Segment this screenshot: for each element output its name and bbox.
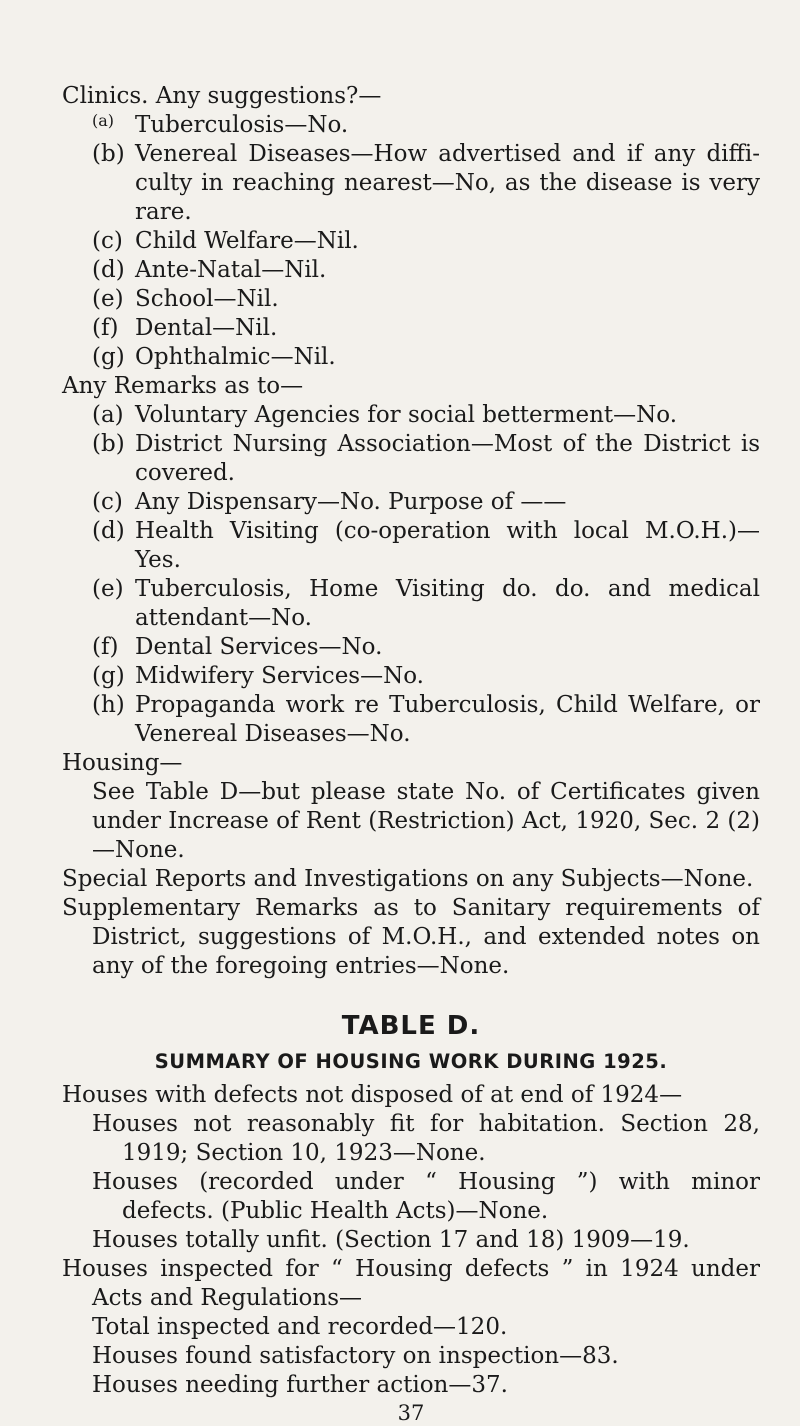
table-subtitle: SUMMARY OF HOUSING WORK DURING 1925. (154, 1050, 668, 1073)
list-item (62, 662, 760, 691)
item-text: Midwifery Services—No. (135, 663, 424, 689)
item-label: (g) (92, 344, 125, 370)
defects-item: Houses (recorded under “ Housing ”) with minor defects. (Public Health Acts)—None. (92, 1169, 760, 1224)
list-item (62, 691, 760, 749)
special-reports (62, 865, 760, 894)
item-label: (b) (92, 431, 125, 457)
housing-text: See Table D—but please state No. of Certificates given under Increase of Rent (Restriction) Act, 1920, Sec. 2 (2)—None. (92, 779, 760, 863)
list-item (62, 285, 760, 314)
list-item (62, 430, 760, 488)
supplementary-text: Supplementary Remarks as to Sanitary requirements of District, suggestions of M.O.H., and extended notes on any of the foregoing entries—None. (62, 895, 760, 979)
item-text: Tuberculosis—No. (135, 112, 349, 138)
inspected-item: Houses found satisfactory on inspection—83. (92, 1343, 619, 1369)
list-item (62, 575, 760, 633)
item-label: (f) (92, 315, 119, 341)
item-label: (b) (92, 141, 125, 167)
item-text: Tuberculosis, Home Visiting do. do. and medical attendant—No. (135, 576, 760, 631)
remarks-heading: Any Remarks as to— (62, 373, 304, 399)
list-item (62, 140, 760, 227)
item-text: Dental Services—No. (135, 634, 383, 660)
table-title: TABLE D. (341, 1011, 481, 1041)
list-item (62, 111, 760, 140)
item-text: Child Welfare—Nil. (135, 228, 359, 254)
item-text: Any Dispensary—No. Purpose of —— (135, 489, 567, 515)
item-label: (e) (92, 286, 124, 312)
special-reports-text: Special Reports and Investigations on any Subjects—None. (62, 866, 754, 892)
item-text: Voluntary Agencies for social betterment—No. (135, 402, 678, 428)
defects-item: Houses not reasonably fit for habitation. Section 28, 1919; Section 10, 1923—None. (92, 1111, 760, 1166)
list-item (62, 227, 760, 256)
item-text: School—Nil. (135, 286, 279, 312)
list-item (62, 401, 760, 430)
item-label: (h) (92, 692, 125, 718)
item-text: Ante-Natal—Nil. (135, 257, 327, 283)
item-label: (g) (92, 663, 125, 689)
item-label: (c) (92, 228, 123, 254)
item-label: (a) (92, 111, 115, 130)
defects-heading: Houses with defects not disposed of at end of 1924— (62, 1082, 683, 1108)
page-number: 37 (397, 1401, 425, 1425)
list-item (62, 517, 760, 575)
item-label: (e) (92, 576, 124, 602)
item-text: Venereal Diseases—How advertised and if any diffi-culty in reaching nearest—No, as the disease is very rare. (135, 141, 760, 225)
list-item (62, 488, 760, 517)
item-label: (f) (92, 634, 119, 660)
list-item (62, 256, 760, 285)
item-text: District Nursing Association—Most of the District is covered. (135, 431, 760, 486)
inspected-item: Total inspected and recorded—120. (92, 1314, 508, 1340)
item-text: Propaganda work re Tuberculosis, Child Welfare, or Venereal Diseases—No. (135, 692, 760, 747)
list-item (62, 314, 760, 343)
housing-heading: Housing— (62, 750, 183, 776)
clinics-heading: Clinics. Any suggestions?— (62, 83, 382, 109)
list-item (62, 633, 760, 662)
list-item (62, 343, 760, 372)
defects-item: Houses totally unfit. (Section 17 and 18) 1909—19. (92, 1227, 690, 1253)
item-label: (d) (92, 257, 125, 283)
supplementary-remarks (62, 894, 760, 981)
inspected-item: Houses needing further action—37. (92, 1372, 508, 1398)
item-text: Ophthalmic—Nil. (135, 344, 336, 370)
item-text: Dental—Nil. (135, 315, 278, 341)
item-label: (a) (92, 402, 124, 428)
item-label: (d) (92, 518, 125, 544)
inspected-heading: Houses inspected for “ Housing defects ” in 1924 under Acts and Regulations— (62, 1256, 760, 1311)
item-text: Health Visiting (co-operation with local M.O.H.)— Yes. (135, 518, 760, 573)
item-label: (c) (92, 489, 123, 515)
